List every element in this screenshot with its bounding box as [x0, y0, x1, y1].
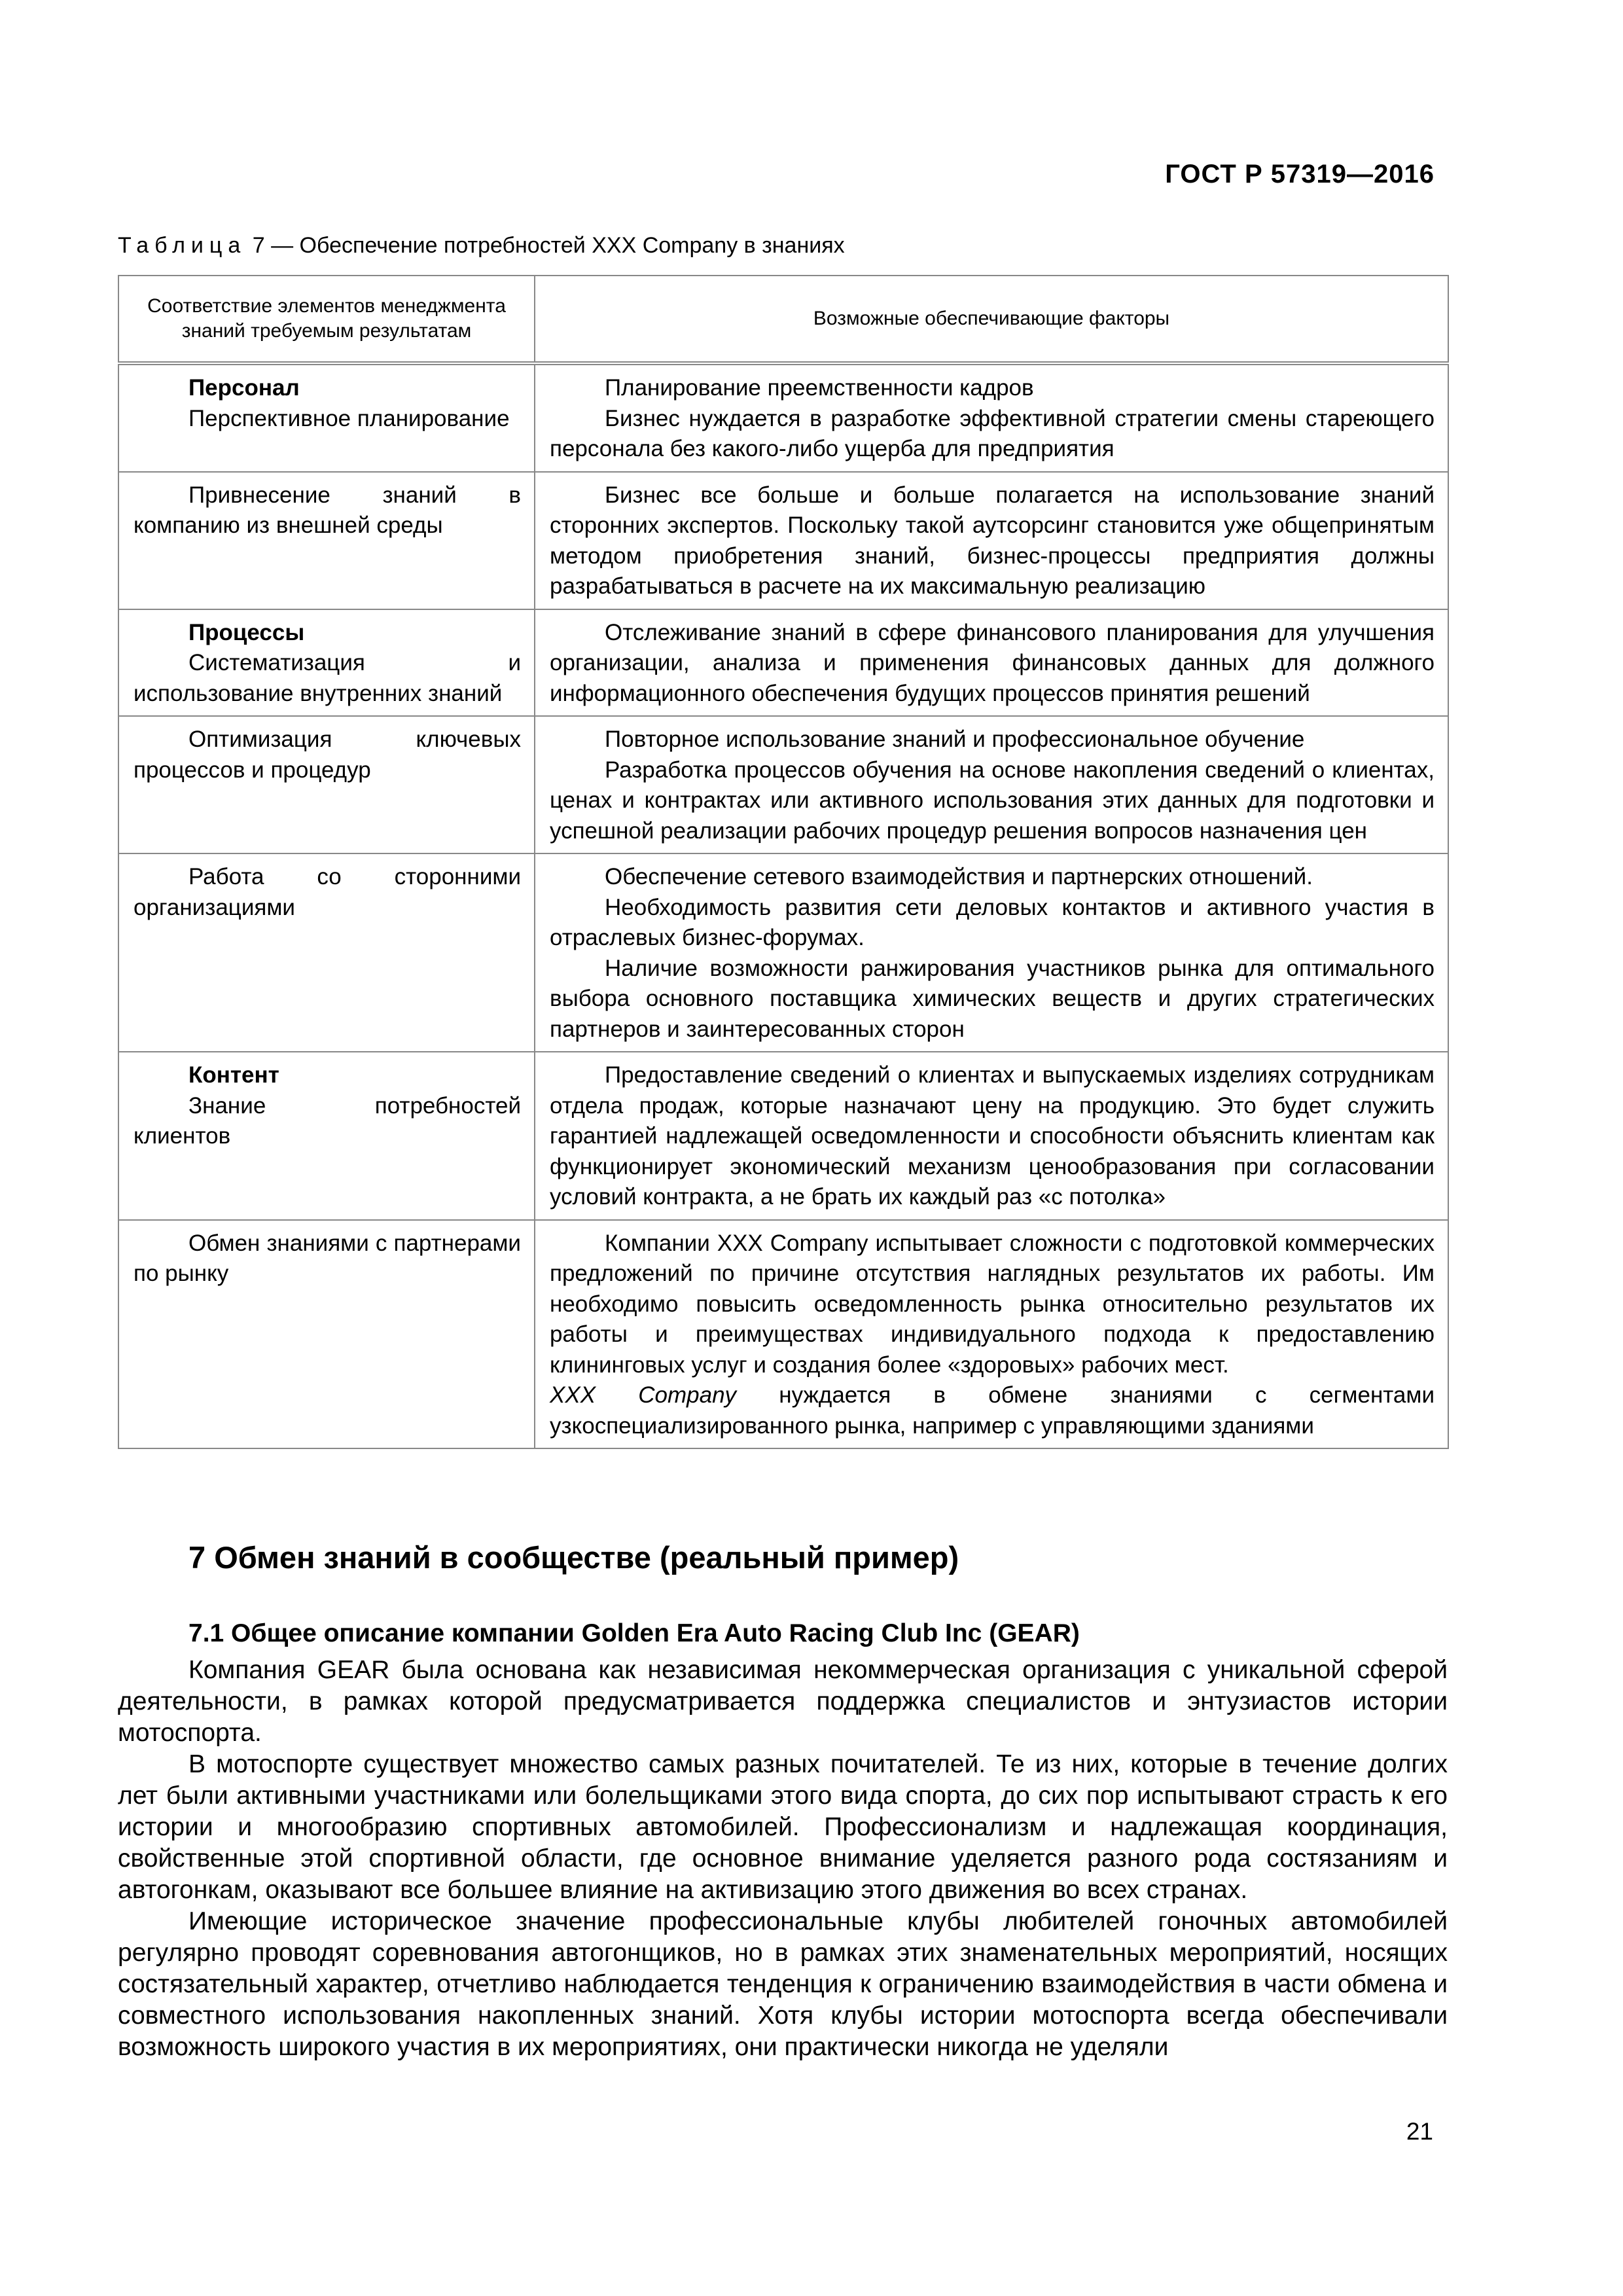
table-row	[118, 716, 1448, 853]
factor-text: Планирование преемственности кадров	[605, 375, 1034, 401]
element-text: Обмен знаниями с партнерами по рынку	[134, 1230, 521, 1286]
page-number: 21	[1406, 2118, 1433, 2145]
table-caption-label: Таблица	[118, 233, 247, 258]
subsection-heading: 7.1 Общее описание компании Golden Era Auto Racing Club Inc (GEAR)	[188, 1619, 1080, 1647]
table-caption-title: 7 — Обеспечение потребностей XXX Company в знаниях	[246, 233, 845, 258]
factor-text: Обеспечение сетевого взаимодействия и партнерских отношений.	[605, 864, 1313, 889]
factors-cell	[535, 1220, 1448, 1449]
paragraph: В мотоспорте существует множество самых разных почитателей. Те из них, которые в течение долгих лет были активными участниками или болельщиками этого вида спорта, до сих пор испытывают страсть к его истории и многообразию спортивных автомобилей. Профессионализм и надлежащая координация, свойственные этой спортивной области, где основное внимание уделяется разного рода состязаниям и автогонкам, оказывают все большее влияние на активизацию этого движения во всех странах.	[118, 1750, 1448, 1904]
element-cell	[118, 1220, 535, 1449]
element-cell	[118, 1052, 535, 1220]
column-header-factors: Возможные обеспечивающие факторы	[535, 276, 1448, 363]
factors-cell	[535, 472, 1448, 609]
knowledge-table	[118, 275, 1449, 1449]
element-cell	[118, 853, 535, 1052]
factor-text: Бизнес нуждается в разработке эффективной стратегии смены стареющего персонала без какого-либо ущерба для предприятия	[550, 405, 1435, 461]
element-cell	[118, 472, 535, 609]
standard-code: ГОСТ Р 57319—2016	[1165, 160, 1435, 188]
group-label: Процессы	[188, 619, 305, 645]
factor-text: Повторное использование знаний и профессиональное обучение	[605, 726, 1305, 752]
table-row	[118, 363, 1448, 472]
factors-cell	[535, 716, 1448, 853]
table-row	[118, 1052, 1448, 1220]
factor-text: Предоставление сведений о клиентах и выпускаемых изделиях сотрудникам отдела продаж, которые назначают цену на продукцию. Это будет служить гарантией надлежащей осведомленности и способности объяснить клиентам как функционирует экономический механизм ценообразования при согласовании условий контракта, а не брать их каждый раз «с потолка»	[550, 1062, 1435, 1210]
company-name-italic: XXX Company	[550, 1382, 737, 1408]
factors-cell	[535, 853, 1448, 1052]
table-caption	[118, 233, 845, 259]
factor-tail-text: нуждается в обмене знаниями с сегментами узкоспециализированного рынка, например с управляющими зданиями	[550, 1382, 1435, 1439]
factor-text: Необходимость развития сети деловых контактов и активного участия в отраслевых бизнес-форумах.	[550, 894, 1435, 950]
section-heading: 7 Обмен знаний в сообществе (реальный пример)	[188, 1540, 959, 1575]
group-label: Персонал	[188, 375, 300, 401]
table-row	[118, 609, 1448, 717]
element-text: Оптимизация ключевых процессов и процедур	[134, 726, 521, 783]
table-row	[118, 472, 1448, 609]
factors-cell	[535, 609, 1448, 717]
factors-cell	[535, 1052, 1448, 1220]
element-text: Привнесение знаний в компанию из внешней среды	[134, 482, 521, 538]
factor-text: Разработка процессов обучения на основе накопления сведений о клиентах, ценах и контрактах или активного использования этих данных для подготовки и успешной реализации рабочих процедур решения вопросов назначения цен	[550, 757, 1435, 844]
element-cell	[118, 363, 535, 472]
column-header-elements: Соответствие элементов менеджмента знаний требуемым результатам	[118, 276, 535, 363]
element-text: Систематизация и использование внутренних знаний	[134, 650, 521, 706]
paragraph: Имеющие историческое значение профессиональные клубы любителей гоночных автомобилей регулярно проводят соревнования автогонщиков, но в рамках этих знаменательных мероприятий, носящих состязательный характер, отчетливо наблюдается тенденция к ограничению взаимодействия в части обмена и совместного использования накопленных знаний. Хотя клубы истории мотоспорта всегда обеспечивали возможность широкого участия в их мероприятиях, они практически никогда не уделяли	[118, 1907, 1448, 2061]
body-text	[118, 1655, 1448, 2063]
group-label: Контент	[188, 1062, 279, 1088]
table-row	[118, 853, 1448, 1052]
factor-text: Компании XXX Company испытывает сложности с подготовкой коммерческих предложений по причине отсутствия наглядных результатов их работы. Им необходимо повысить осведомленность рынка относительно результатов их работы и преимуществах индивидуального подхода к предоставлению клининговых услуг и создания более «здоровых» рабочих мест.	[550, 1230, 1435, 1378]
factor-text: Бизнес все больше и больше полагается на использование знаний сторонних экспертов. Поскольку такой аутсорсинг становится уже общепринятым методом приобретения знаний, бизнес-процессы предприятия должны разрабатываться в расчете на их максимальную реализацию	[550, 482, 1435, 599]
factor-text	[550, 1380, 1435, 1441]
factor-text: Отслеживание знаний в сфере финансового планирования для улучшения организации, анализа и применения финансовых данных для должного информационного обеспечения будущих процессов принятия решений	[550, 619, 1435, 706]
table-row	[118, 1220, 1448, 1449]
element-cell	[118, 609, 535, 717]
factors-cell	[535, 363, 1448, 472]
element-text: Перспективное планирование	[188, 405, 510, 431]
factor-text: Наличие возможности ранжирования участников рынка для оптимального выбора основного поставщика химических веществ и других стратегических партнеров и заинтересованных сторон	[550, 955, 1435, 1042]
table-header-row	[118, 276, 1448, 363]
element-cell	[118, 716, 535, 853]
paragraph: Компания GEAR была основана как независимая некоммерческая организация с уникальной сферой деятельности, в рамках которой предусматривается поддержка специалистов и энтузиастов истории мотоспорта.	[118, 1656, 1448, 1747]
element-text: Знание потребностей клиентов	[134, 1092, 521, 1149]
element-text: Работа со сторонними организациями	[134, 864, 521, 920]
